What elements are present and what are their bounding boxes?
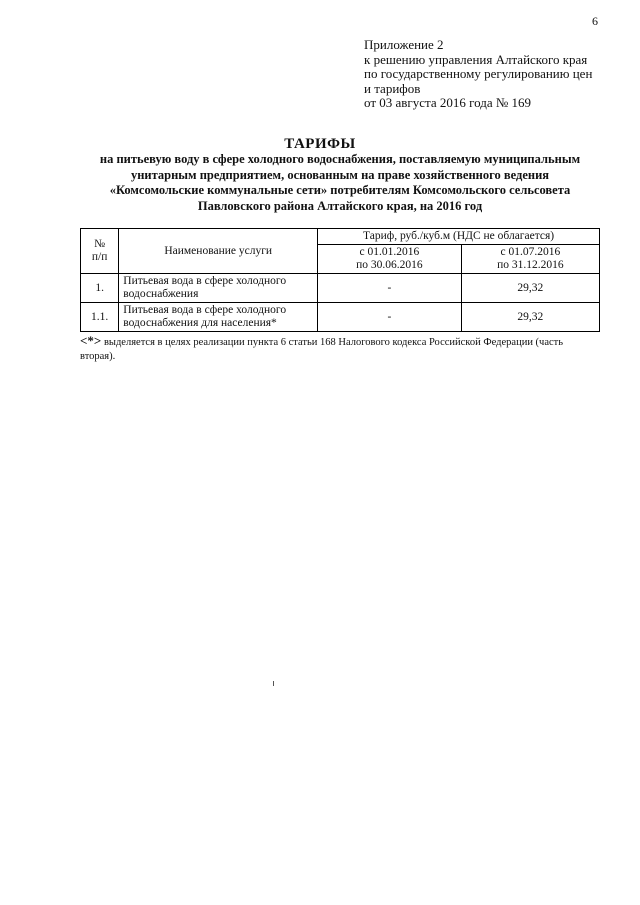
scan-artifact	[273, 681, 274, 686]
footnote	[80, 334, 600, 364]
table-row	[81, 303, 600, 332]
period-1-end: по 30.06.2016	[356, 259, 423, 271]
page-number: 6	[592, 14, 598, 28]
appendix-line: Приложение 2	[364, 37, 444, 52]
service-name-line: Питьевая вода в сфере холодного	[123, 304, 287, 316]
document-subtitle	[60, 152, 620, 214]
period-2-start: с 01.07.2016	[500, 246, 561, 258]
header-period-2	[461, 245, 599, 274]
tariff-table	[80, 228, 600, 332]
header-service-name: Наименование услуги	[119, 229, 318, 274]
subtitle-line: унитарным предприятием, основанным на праве хозяйственного ведения	[130, 167, 550, 182]
subtitle-line: Павловского района Алтайского края, на 2016 год	[197, 198, 483, 213]
row-service-name	[119, 274, 318, 303]
row-tariff-period-2: 29,32	[461, 274, 599, 303]
service-name-line: Питьевая вода в сфере холодного	[123, 275, 287, 287]
header-number-line2: п/п	[91, 251, 108, 263]
header-tariff-group: Тариф, руб./куб.м (НДС не облагается)	[318, 229, 600, 245]
service-name-line: водоснабжения	[123, 288, 199, 300]
document-title: ТАРИФЫ	[284, 136, 356, 152]
row-number: 1.	[81, 274, 119, 303]
row-tariff-period-1: -	[318, 303, 462, 332]
row-tariff-period-1: -	[318, 274, 462, 303]
period-2-end: по 31.12.2016	[497, 259, 564, 271]
table-row	[81, 274, 600, 303]
row-service-name	[119, 303, 318, 332]
appendix-line: к решению управления Алтайского края	[364, 51, 588, 67]
subtitle-line: «Комсомольские коммунальные сети» потребителям Комсомольского сельсовета	[109, 183, 571, 197]
footnote-text: выделяется в целях реализации пункта 6 статьи 168 Налогового кодекса Российской Федерации (часть вторая).	[80, 337, 564, 362]
table-header-row	[81, 229, 600, 245]
appendix-line: и тарифов	[364, 80, 421, 96]
period-1-start: с 01.01.2016	[359, 246, 420, 258]
subtitle-line: на питьевую воду в сфере холодного водоснабжения, поставляемую муниципальным	[99, 152, 581, 166]
row-tariff-period-2: 29,32	[461, 303, 599, 332]
footnote-mark: <*>	[80, 333, 102, 348]
appendix-line: по государственному регулированию цен	[364, 66, 593, 81]
header-number-line1: №	[94, 238, 106, 250]
appendix-block	[364, 38, 592, 111]
header-period-1	[318, 245, 462, 274]
appendix-line: от 03 августа 2016 года № 169	[364, 95, 532, 110]
service-name-line: водоснабжения для населения*	[123, 317, 277, 329]
header-number	[81, 229, 119, 274]
row-number: 1.1.	[81, 303, 119, 332]
